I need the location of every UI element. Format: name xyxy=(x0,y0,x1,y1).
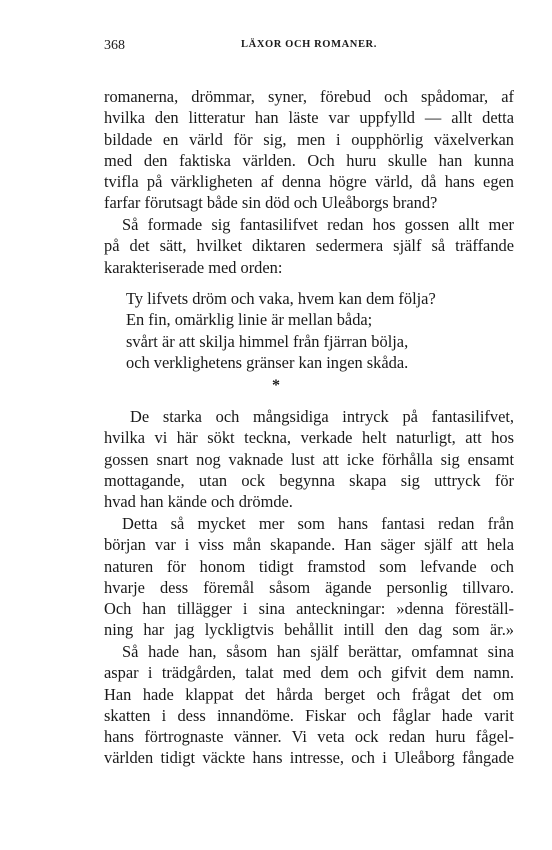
text-line: farfar förutsagt både sin död och Uleåborgs brand? xyxy=(104,193,438,213)
paragraph-5 xyxy=(104,641,514,769)
text-line: början var i viss mån skapande. Han säger själf att hela xyxy=(104,535,514,555)
text-line: hvarje dess föremål såsom ägande personlig tillvaro. xyxy=(104,577,514,597)
text-line: ning har jag lyckligtvis behållit intill den dag som är.» xyxy=(104,620,514,640)
text-line: hvilka den litteratur han läste var uppfylld — allt detta xyxy=(104,108,514,128)
text-line: med den faktiska världen. Och huru skulle han kunna xyxy=(104,150,514,170)
text-line: karakteriserade med orden: xyxy=(104,257,283,277)
paragraph-4 xyxy=(104,513,514,641)
running-head: LÄXOR OCH ROMANER. xyxy=(241,39,377,50)
text-line: bildade en värld för sig, men i oupphörlig växelverkan xyxy=(104,129,514,149)
text-line: världen tidigt väckte hans intresse, och i Uleåborg fångade xyxy=(104,748,514,768)
page-header xyxy=(104,38,514,54)
text-line: romanerna, drömmar, syner, förebud och spådomar, af xyxy=(104,87,514,106)
text-line: tvifla på värkligheten af denna högre värld, då hans egen xyxy=(104,172,514,192)
text-line: Och han tillägger i sina anteckningar: »denna föreställ- xyxy=(104,599,514,619)
text-line: naturen för honom tidigt framstod som lefvande och xyxy=(104,556,514,576)
text-line: Detta så mycket mer som hans fantasi redan från xyxy=(122,514,514,533)
text-line: Han hade klappat det hårda berget och frågat det om xyxy=(104,684,514,704)
paragraph-2 xyxy=(104,214,514,278)
text-line: på det sätt, hvilket diktaren sedermera själf så träffande xyxy=(104,236,514,256)
text-line: mottagande, utan ock begynna skapa sig uttryck för xyxy=(104,470,514,490)
text-line: gossen snart nog vaknade lust att icke förhålla sig ensamt xyxy=(104,449,514,469)
verse-line: En fin, omärklig linie är mellan båda; xyxy=(126,310,373,330)
text-line: aspar i trädgården, talat med dem och gifvit dem namn. xyxy=(104,663,514,683)
paragraph-3 xyxy=(104,406,514,512)
text-line: skatten i dess innandöme. Fiskar och fåglar hade varit xyxy=(104,705,514,725)
section-separator: * xyxy=(272,377,280,394)
text-line: De starka och mångsidiga intryck på fantasilifvet, xyxy=(130,407,514,426)
text-line: hvilka vi här sökt teckna, verkade helt naturligt, att hos xyxy=(104,428,514,448)
paragraph-1 xyxy=(104,86,514,214)
text-line: Så hade han, såsom han själf berättar, omfamnat sina xyxy=(122,642,514,661)
verse-line: svårt är att skilja himmel från fjärran bölja, xyxy=(126,331,409,351)
verse-quote xyxy=(126,288,516,373)
verse-line: Ty lifvets dröm och vaka, hvem kan dem följa? xyxy=(126,289,436,308)
text-line: Så formade sig fantasilifvet redan hos gossen allt mer xyxy=(122,215,514,234)
text-line: hvad han kände och drömde. xyxy=(104,492,293,512)
verse-line: och verklighetens gränser kan ingen skåda. xyxy=(126,352,409,372)
page-number: 368 xyxy=(104,38,125,53)
text-line: hans förtrognaste vänner. Vi veta ock redan huru fågel- xyxy=(104,727,514,747)
